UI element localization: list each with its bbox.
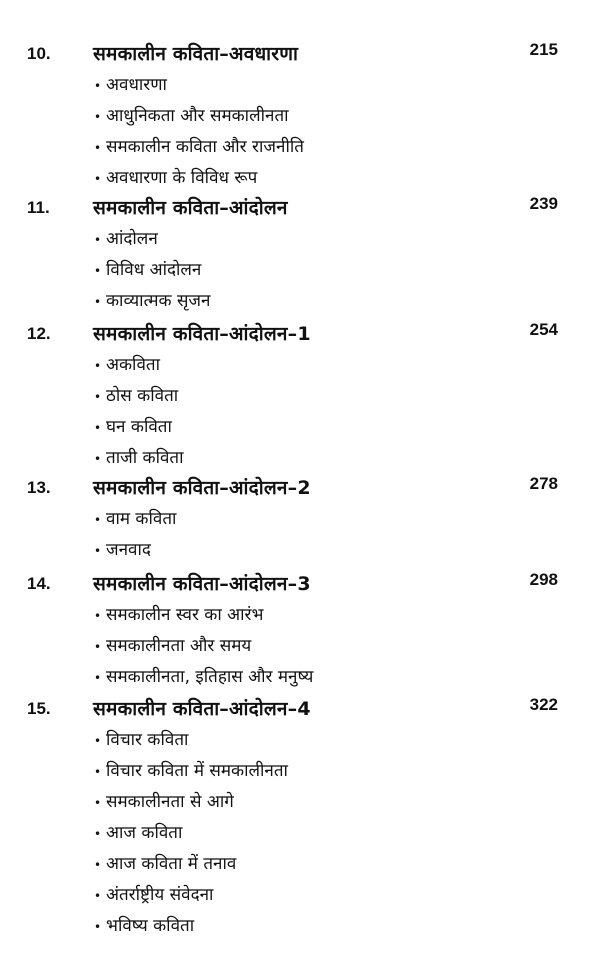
topic-label: समकालीन स्वर का आरंभ	[106, 605, 264, 625]
bullet-icon: •	[94, 609, 102, 623]
chapter-page-number: 298	[529, 570, 558, 589]
bullet-icon: •	[94, 544, 102, 558]
chapter-number: 14.	[27, 574, 51, 593]
bullet-icon: •	[94, 141, 102, 155]
chapter-page-number: 239	[529, 194, 558, 213]
bullet-icon: •	[94, 796, 102, 810]
list-item	[94, 443, 184, 474]
chapter-title: समकालीन कविता–आंदोलन–2	[93, 477, 311, 499]
topic-list	[94, 504, 176, 566]
bullet-icon: •	[94, 734, 102, 748]
chapter-title: समकालीन कविता–आंदोलन–3	[93, 573, 311, 595]
bullet-icon: •	[94, 264, 102, 278]
topic-label: समकालीनता, इतिहास और मनुष्य	[106, 667, 314, 687]
bullet-icon: •	[94, 233, 102, 247]
topic-list	[94, 350, 184, 474]
topic-label: विविध आंदोलन	[106, 260, 202, 280]
chapter-title: समकालीन कविता–आंदोलन–1	[93, 323, 311, 345]
chapter-title: समकालीन कविता–अवधारणा	[93, 43, 299, 65]
topic-label: अंतर्राष्ट्रीय संवेदना	[106, 885, 214, 905]
topic-label: समकालीनता से आगे	[106, 792, 234, 812]
list-item	[94, 132, 304, 163]
bullet-icon: •	[94, 172, 102, 186]
bullet-icon: •	[94, 640, 102, 654]
topic-label: वाम कविता	[106, 509, 177, 529]
list-item	[94, 787, 288, 818]
topic-list	[94, 725, 288, 942]
chapter-number: 13.	[27, 478, 51, 497]
topic-label: आज कविता	[106, 823, 183, 843]
bullet-icon: •	[94, 390, 102, 404]
topic-label: भविष्य कविता	[106, 916, 195, 936]
topic-label: ठोस कविता	[106, 386, 179, 406]
chapter-title: समकालीन कविता–आंदोलन–4	[93, 698, 311, 720]
list-item	[94, 224, 210, 255]
topic-label: विचार कविता	[106, 730, 189, 750]
list-item	[94, 70, 304, 101]
topic-label: आज कविता में तनाव	[106, 854, 237, 874]
bullet-icon: •	[94, 827, 102, 841]
topic-list	[94, 600, 313, 693]
topic-label: अकविता	[106, 355, 160, 375]
bullet-icon: •	[94, 513, 102, 527]
topic-label: अवधारणा के विविध रूप	[106, 168, 258, 188]
topic-label: काव्यात्मक सृजन	[106, 291, 211, 311]
topic-label: समकालीनता और समय	[106, 636, 252, 656]
bullet-icon: •	[94, 452, 102, 466]
topic-label: जनवाद	[106, 540, 151, 560]
chapter-page-number: 322	[529, 695, 558, 714]
bullet-icon: •	[94, 920, 102, 934]
bullet-icon: •	[94, 671, 102, 685]
topic-label: घन कविता	[106, 417, 172, 437]
topic-label: आंदोलन	[106, 229, 158, 249]
topic-label: अवधारणा	[106, 75, 167, 95]
list-item	[94, 381, 184, 412]
bullet-icon: •	[94, 858, 102, 872]
topic-label: विचार कविता में समकालीनता	[106, 761, 288, 781]
list-item	[94, 818, 288, 849]
bullet-icon: •	[94, 110, 102, 124]
list-item	[94, 600, 313, 631]
bullet-icon: •	[94, 295, 102, 309]
list-item	[94, 756, 288, 787]
topic-label: आधुनिकता और समकालीनता	[106, 106, 289, 126]
bullet-icon: •	[94, 765, 102, 779]
list-item	[94, 255, 210, 286]
chapter-number: 12.	[27, 324, 51, 343]
bullet-icon: •	[94, 79, 102, 93]
list-item	[94, 535, 176, 566]
bullet-icon: •	[94, 889, 102, 903]
chapter-page-number: 215	[529, 40, 558, 59]
list-item	[94, 412, 184, 443]
chapter-page-number: 254	[529, 320, 558, 339]
topic-label: ताजी कविता	[106, 448, 184, 468]
list-item	[94, 662, 313, 693]
list-item	[94, 849, 288, 880]
topic-list	[94, 70, 304, 194]
chapter-number: 15.	[27, 699, 51, 718]
chapter-number: 11.	[27, 198, 50, 217]
chapter-page-number: 278	[529, 474, 558, 493]
bullet-icon: •	[94, 421, 102, 435]
list-item	[94, 101, 304, 132]
topic-list	[94, 224, 210, 317]
list-item	[94, 286, 210, 317]
list-item	[94, 911, 288, 942]
chapter-number: 10.	[27, 44, 51, 63]
list-item	[94, 631, 313, 662]
list-item	[94, 725, 288, 756]
chapter-title: समकालीन कविता–आंदोलन	[93, 197, 288, 219]
list-item	[94, 163, 304, 194]
list-item	[94, 504, 176, 535]
topic-label: समकालीन कविता और राजनीति	[106, 137, 304, 157]
bullet-icon: •	[94, 359, 102, 373]
list-item	[94, 350, 184, 381]
list-item	[94, 880, 288, 911]
